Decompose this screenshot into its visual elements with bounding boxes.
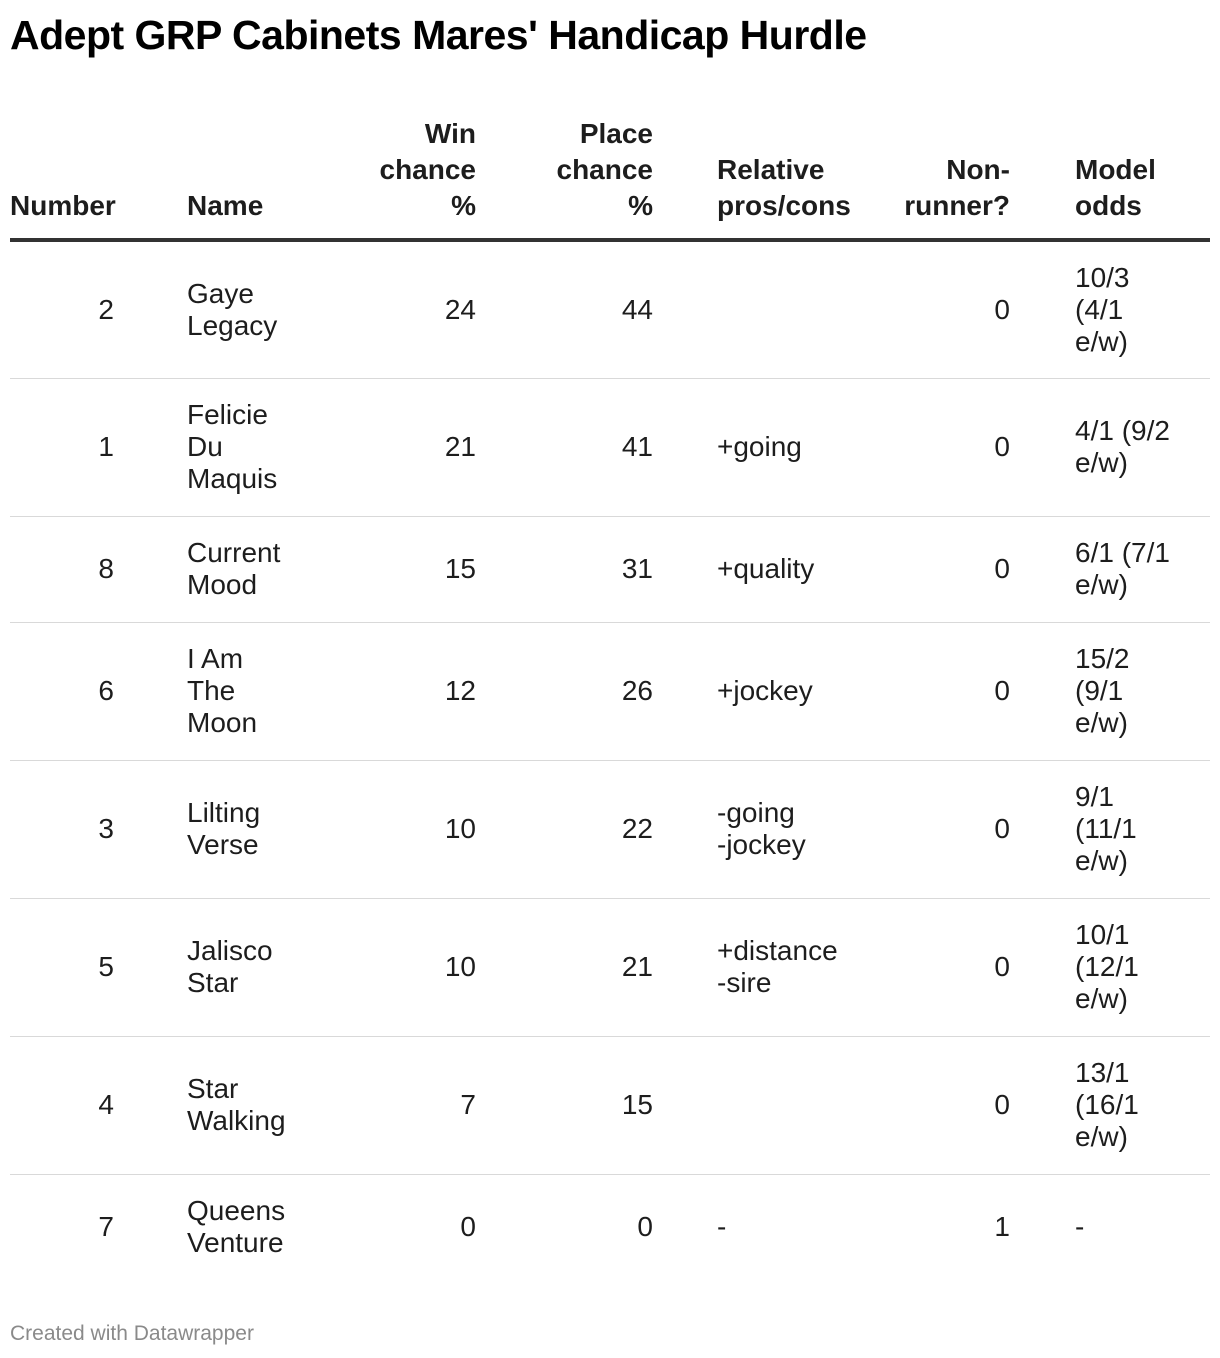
- cell-non-runner: 0: [863, 516, 1010, 622]
- header-number: Number: [10, 112, 130, 240]
- cell-pros-cons: [653, 240, 863, 378]
- cell-number: 5: [10, 898, 130, 1036]
- cell-number: 4: [10, 1036, 130, 1174]
- cell-number: 3: [10, 760, 130, 898]
- cell-name: Current Mood: [130, 516, 260, 622]
- cell-win-chance: 10: [260, 760, 476, 898]
- cell-pros-cons: -going -jockey: [653, 760, 863, 898]
- cell-model-odds: 10/1 (12/1 e/w): [1010, 898, 1210, 1036]
- cell-number: 8: [10, 516, 130, 622]
- table-row: [10, 1036, 1210, 1174]
- cell-model-odds: 4/1 (9/2 e/w): [1010, 378, 1210, 516]
- cell-model-odds: 13/1 (16/1 e/w): [1010, 1036, 1210, 1174]
- table-row: [10, 240, 1210, 378]
- cell-model-odds: 9/1 (11/1 e/w): [1010, 760, 1210, 898]
- table-row: [10, 1174, 1210, 1280]
- cell-number: 1: [10, 378, 130, 516]
- header-name: Name: [130, 112, 260, 240]
- header-row: [10, 112, 1210, 240]
- cell-model-odds: 10/3 (4/1 e/w): [1010, 240, 1210, 378]
- cell-non-runner: 0: [863, 378, 1010, 516]
- cell-win-chance: 0: [460, 1211, 476, 1243]
- cell-win-chance: 7: [260, 1036, 476, 1174]
- cell-pros-cons: +going: [653, 378, 863, 516]
- cell-name: Felicie Du Maquis: [130, 378, 260, 516]
- cell-name: Lilting Verse: [130, 760, 260, 898]
- cell-place-chance: 21: [476, 898, 653, 1036]
- cell-pros-cons: [653, 1036, 863, 1174]
- cell-win-chance: 12: [260, 622, 476, 760]
- cell-pros-cons: +quality: [653, 516, 863, 622]
- cell-model-odds: 6/1 (7/1 e/w): [1010, 516, 1210, 622]
- cell-win-chance: 15: [260, 516, 476, 622]
- table-row: [10, 760, 1210, 898]
- chart-title: Adept GRP Cabinets Mares' Handicap Hurdle: [10, 12, 867, 58]
- cell-win-chance: 21: [260, 378, 476, 516]
- cell-pros-cons: -: [717, 1211, 727, 1243]
- cell-name: Queens Venture: [187, 1195, 286, 1259]
- cell-model-odds: 15/2 (9/1 e/w): [1010, 622, 1210, 760]
- cell-non-runner: 0: [863, 240, 1010, 378]
- cell-number: 7: [98, 1211, 114, 1243]
- header-model-odds: Model odds: [1010, 112, 1210, 240]
- cell-name: Gaye Legacy: [130, 240, 260, 378]
- cell-win-chance: 10: [260, 898, 476, 1036]
- cell-place-chance: 26: [476, 622, 653, 760]
- cell-non-runner: 0: [863, 760, 1010, 898]
- cell-place-chance: 22: [476, 760, 653, 898]
- cell-non-runner: 0: [863, 622, 1010, 760]
- cell-pros-cons: +distance -sire: [653, 898, 863, 1036]
- runners-table: [10, 112, 1210, 1280]
- cell-place-chance: 41: [476, 378, 653, 516]
- cell-number: 6: [10, 622, 130, 760]
- cell-non-runner: 1: [994, 1211, 1010, 1243]
- cell-model-odds: -: [1075, 1211, 1085, 1243]
- header-win-chance: Win chance %: [260, 112, 476, 240]
- cell-name: I Am The Moon: [130, 622, 260, 760]
- table-row: [10, 516, 1210, 622]
- cell-win-chance: 24: [260, 240, 476, 378]
- cell-place-chance: 44: [476, 240, 653, 378]
- table-row: [10, 378, 1210, 516]
- cell-non-runner: 0: [863, 898, 1010, 1036]
- cell-non-runner: 0: [863, 1036, 1010, 1174]
- header-non-runner: Non-runner?: [863, 112, 1010, 240]
- table-row: [10, 622, 1210, 760]
- header-pros-cons: Relative pros/cons: [653, 112, 863, 240]
- cell-name: Jalisco Star: [130, 898, 260, 1036]
- cell-place-chance: 15: [476, 1036, 653, 1174]
- cell-place-chance: 31: [476, 516, 653, 622]
- cell-name: Star Walking: [130, 1036, 260, 1174]
- cell-place-chance: 0: [637, 1211, 653, 1243]
- cell-number: 2: [10, 240, 130, 378]
- footer-credit: Created with Datawrapper: [10, 1322, 254, 1345]
- table-row: [10, 898, 1210, 1036]
- cell-pros-cons: +jockey: [653, 622, 863, 760]
- header-place-chance: Place chance %: [476, 112, 653, 240]
